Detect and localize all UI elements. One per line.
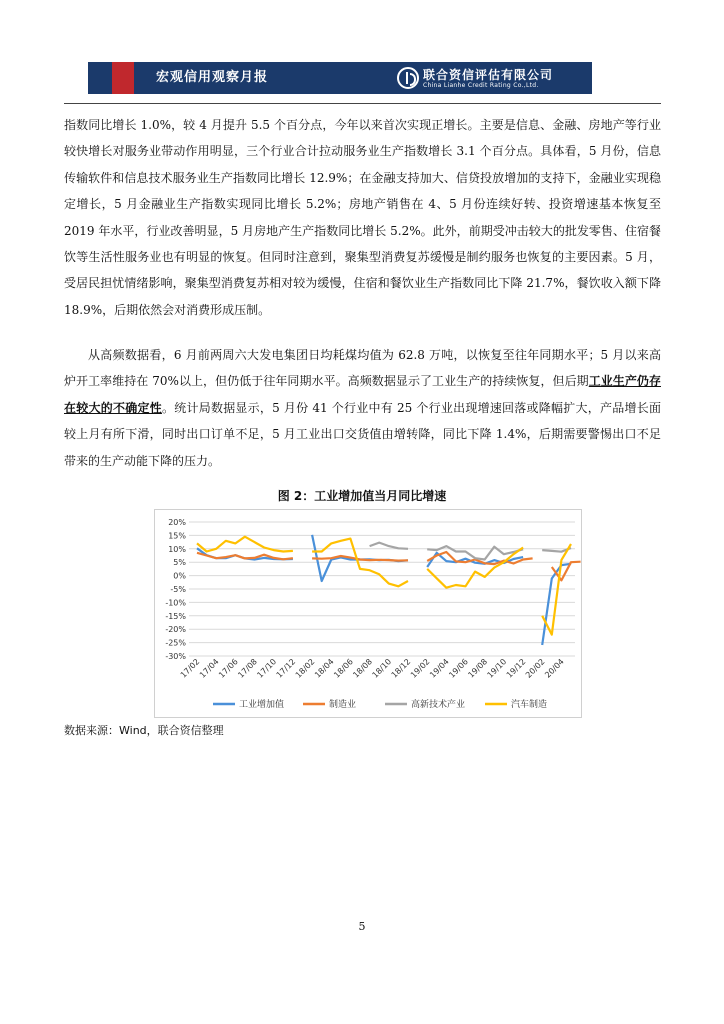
x-tick-label: 18/06 bbox=[332, 657, 355, 680]
legend-label: 制造业 bbox=[329, 700, 357, 710]
x-tick-label: 17/04 bbox=[197, 657, 221, 680]
x-tick-label: 19/02 bbox=[408, 657, 432, 680]
y-tick-label: 5% bbox=[173, 558, 186, 568]
x-tick-label: 19/10 bbox=[485, 657, 509, 680]
header-red-accent bbox=[112, 62, 134, 94]
y-tick-label: 15% bbox=[168, 531, 186, 541]
chart-frame bbox=[154, 509, 582, 718]
series-line-1 bbox=[197, 553, 293, 560]
y-tick-label: -25% bbox=[165, 638, 186, 648]
legend-label: 工业增加值 bbox=[239, 700, 285, 710]
legend-label: 汽车制造 bbox=[511, 700, 548, 710]
series-line-1 bbox=[312, 556, 408, 561]
header-divider bbox=[64, 103, 661, 104]
y-tick-label: -20% bbox=[165, 625, 186, 635]
x-tick-label: 20/04 bbox=[543, 657, 566, 680]
x-tick-label: 17/08 bbox=[236, 657, 259, 680]
x-tick-label: 17/02 bbox=[178, 657, 202, 680]
x-tick-label: 18/04 bbox=[312, 657, 336, 680]
y-tick-label: 10% bbox=[168, 544, 186, 554]
y-tick-label: 0% bbox=[173, 571, 186, 581]
brand-name: 联合资信评估有限公司 bbox=[423, 68, 554, 82]
emphasis-text: 工业生产仍存在较大的不确定性 bbox=[64, 374, 661, 415]
line-chart bbox=[155, 510, 581, 717]
y-tick-label: -10% bbox=[165, 598, 186, 608]
x-tick-label: 20/02 bbox=[523, 657, 547, 680]
y-tick-label: -5% bbox=[170, 585, 186, 594]
x-tick-label: 17/10 bbox=[255, 657, 279, 680]
x-tick-label: 19/12 bbox=[504, 657, 528, 680]
figure-title: 图 2：工业增加值当月同比增速 bbox=[277, 489, 447, 503]
legend-label: 高新技术产业 bbox=[411, 700, 466, 710]
x-tick-label: 18/12 bbox=[389, 657, 413, 680]
y-tick-label: -15% bbox=[165, 611, 186, 621]
x-tick-label: 18/02 bbox=[293, 657, 317, 680]
paragraph-text-a: 从高频数据看，6 月前两周六大发电集团日均耗煤均值为 62.8 万吨，以恢复至往年同期水平；5 月以来高炉开工率维持在 70%以上，但仍低于往年同期水平。高频数据显示了工业生产的持续恢复，但后期 bbox=[64, 348, 661, 389]
x-tick-label: 19/06 bbox=[447, 657, 470, 680]
lianhe-logo-icon bbox=[397, 67, 419, 89]
paragraph-high-frequency bbox=[64, 342, 661, 474]
x-tick-label: 17/12 bbox=[274, 657, 298, 680]
x-tick-label: 19/08 bbox=[466, 657, 490, 680]
x-tick-label: 17/06 bbox=[217, 657, 240, 680]
brand-name-english: China Lianhe Credit Rating Co.,Ltd. bbox=[423, 82, 539, 89]
x-tick-label: 19/04 bbox=[428, 657, 451, 680]
y-tick-label: -30% bbox=[165, 652, 186, 661]
paragraph-services: 指数同比增长 1.0%，较 4 月提升 5.5 个百分点，今年以来首次实现正增长。主要是信息、金融、房地产等行业较快增长对服务业带动作用明显，三个行业合计拉动服务业生产指数增长 3.1 个百分点。具体看，5 月份，信息传输软件和信息技术服务业生产指数同比增长 12.9%；在金融支持加大、信贷投放增加的支持下，金融业实现稳定增长，5 月金融业生产指数实现同比增长 5.2%；房地产销售在 4、5 月份连续好转、投资增速基本恢复至 2019 年水平，行业改善明显，5 月房地产生产指数同比增长 5.2%。此外，前期受冲击较大的批发零售、住宿餐饮等生活性服务业也有明显的恢复。但同时注意到，聚集型消费复苏缓慢是制约服务也恢复的主要因素。5 月，受居民担忧情绪影响，聚集型消费复苏相对较为缓慢，住宿和餐饮业生产指数同比下降 21.7%，餐饮收入额下降 18.9%，后期依然会对消费形成压制。 bbox=[64, 118, 661, 317]
data-source-note: 数据来源：Wind，联合资信整理 bbox=[64, 724, 224, 737]
series-line-2 bbox=[370, 543, 408, 549]
report-title: 宏观信用观察月报 bbox=[156, 70, 269, 85]
paragraph-text-b: 。统计局数据显示，5 月份 41 个行业中有 25 个行业出现增速回落或降幅扩大，产品增长面较上月有所下滑，同时出口订单不足，5 月工业出口交货值由增转降，同比下降 1.4%，后期需要警惕出口不足带来的生产动能下降的压力。 bbox=[64, 400, 661, 468]
page-number: 5 bbox=[358, 920, 366, 933]
x-tick-label: 18/10 bbox=[370, 657, 394, 680]
x-tick-label: 18/08 bbox=[351, 657, 375, 680]
y-tick-label: 20% bbox=[168, 518, 186, 527]
